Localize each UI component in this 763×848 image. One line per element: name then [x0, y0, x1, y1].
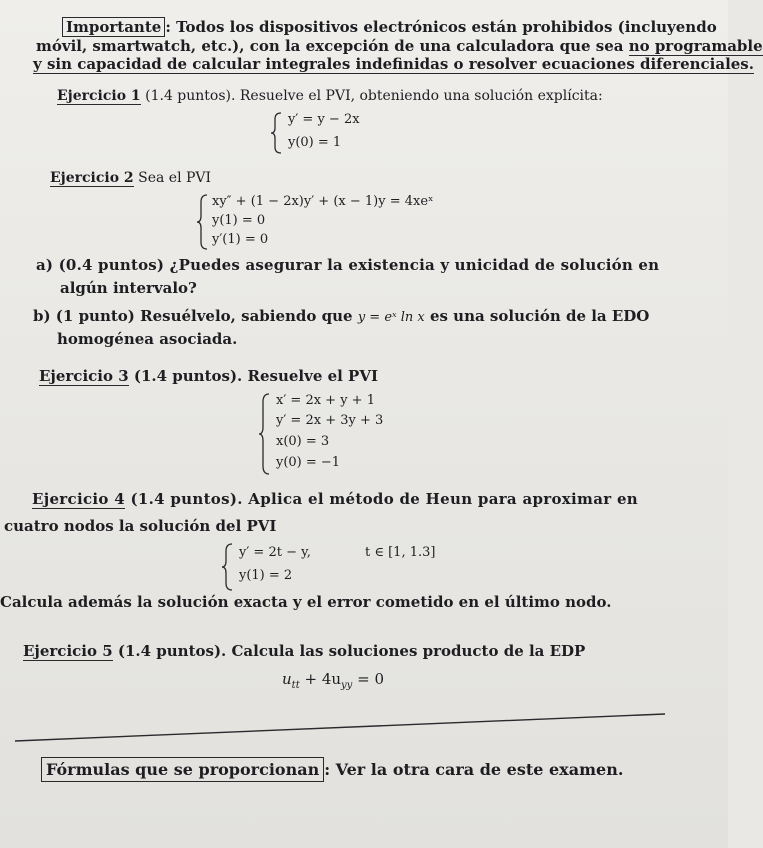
- brace-icon: [270, 112, 284, 154]
- ej4-eq-2: y(1) = 2: [239, 568, 293, 583]
- pde-tt: tt: [291, 680, 300, 691]
- ej4-line-2: cuatro nodos la solución del PVI: [4, 517, 277, 535]
- ejercicio-4-text: (1.4 puntos). Aplica el método de Heun para aproximar en: [124, 490, 638, 508]
- ej3-eq-2: y′ = 2x + 3y + 3: [276, 413, 384, 428]
- ejercicio-2-heading: [50, 170, 211, 186]
- ejercicio-1-heading: [57, 88, 603, 104]
- header-line-2: [36, 37, 763, 55]
- ejercicio-3-text: (1.4 puntos). Resuelve el PVI: [128, 367, 378, 385]
- ej4-after-text: Calcula además la solución exacta y el error cometido en el último nodo.: [0, 593, 612, 611]
- ejercicio-5-label: Ejercicio 5: [23, 642, 113, 660]
- importante-box: Importante: [62, 17, 165, 37]
- brace-icon: [196, 194, 210, 250]
- ej2-part-b-math: y = eˣ ln x: [357, 310, 425, 325]
- separator-rule: [15, 710, 667, 746]
- ejercicio-2-label: Ejercicio 2: [50, 170, 134, 186]
- ejercicio-5-text: (1.4 puntos). Calcula las soluciones producto de la EDP: [112, 642, 586, 660]
- ej2-eq-1: xy″ + (1 − 2x)y′ + (x − 1)y = 4xeˣ: [212, 194, 434, 209]
- ej3-eq-1: x′ = 2x + y + 1: [276, 393, 375, 408]
- ej2-eq-3: y′(1) = 0: [212, 232, 269, 247]
- pde-u: u: [282, 670, 292, 688]
- brace-icon: [258, 393, 272, 475]
- header-line-1-text: : Todos los dispositivos electrónicos están prohibidos (incluyendo: [165, 18, 717, 36]
- ej3-eq-3: x(0) = 3: [276, 434, 330, 449]
- ejercicio-3-heading: [39, 367, 378, 385]
- ej1-eq-2: y(0) = 1: [288, 135, 342, 150]
- ejercicio-1-text: (1.4 puntos). Resuelve el PVI, obteniendo una solución explícita:: [140, 88, 603, 104]
- ejercicio-4-label: Ejercicio 4: [32, 490, 125, 508]
- footer-text: : Ver la otra cara de este examen.: [324, 760, 624, 779]
- header-line-2-text: móvil, smartwatch, etc.), con la excepción de una calculadora que sea: [36, 37, 629, 55]
- ej2-part-b-text-start: b) (1 punto) Resuélvelo, sabiendo que: [33, 307, 358, 325]
- ejercicio-5-heading: [23, 642, 585, 660]
- pde-mid: + 4u: [299, 670, 342, 688]
- pde-yy: yy: [341, 680, 353, 691]
- formulas-box: Fórmulas que se proporcionan: [41, 757, 324, 782]
- ejercicio-1-label: Ejercicio 1: [57, 88, 141, 104]
- brace-icon: [221, 543, 235, 591]
- header-line-1: [62, 18, 717, 36]
- ejercicio-3-label: Ejercicio 3: [39, 367, 129, 385]
- ej2-part-a-line-1: a) (0.4 puntos) ¿Puedes asegurar la existencia y unicidad de solución en: [36, 256, 660, 274]
- ejercicio-2-text: Sea el PVI: [133, 170, 212, 186]
- header-line-3: [33, 55, 754, 73]
- ej3-eq-4: y(0) = −1: [276, 455, 341, 470]
- footer-line: [41, 760, 623, 779]
- header-line-3-text: y sin capacidad de calcular integrales indefinidas o resolver ecuaciones diferenciales.: [33, 55, 754, 73]
- ejercicio-4-heading: [32, 490, 638, 508]
- ej2-eq-2: y(1) = 0: [212, 213, 266, 228]
- ej2-part-b-line-1: [33, 307, 649, 325]
- pde-end: = 0: [352, 670, 384, 688]
- ej1-eq-1: y′ = y − 2x: [288, 112, 360, 127]
- ej2-part-b-text-end: es una solución de la EDO: [424, 307, 650, 325]
- ej4-interval: t ∈ [1, 1.3]: [365, 545, 436, 560]
- ej4-eq-1: y′ = 2t − y,: [239, 545, 311, 560]
- ej5-pde: [282, 670, 384, 691]
- ej2-part-a-line-2: algún intervalo?: [60, 279, 197, 297]
- no-programable-underlined: no programable: [628, 37, 763, 55]
- ej2-part-b-line-2: homogénea asociada.: [57, 330, 238, 348]
